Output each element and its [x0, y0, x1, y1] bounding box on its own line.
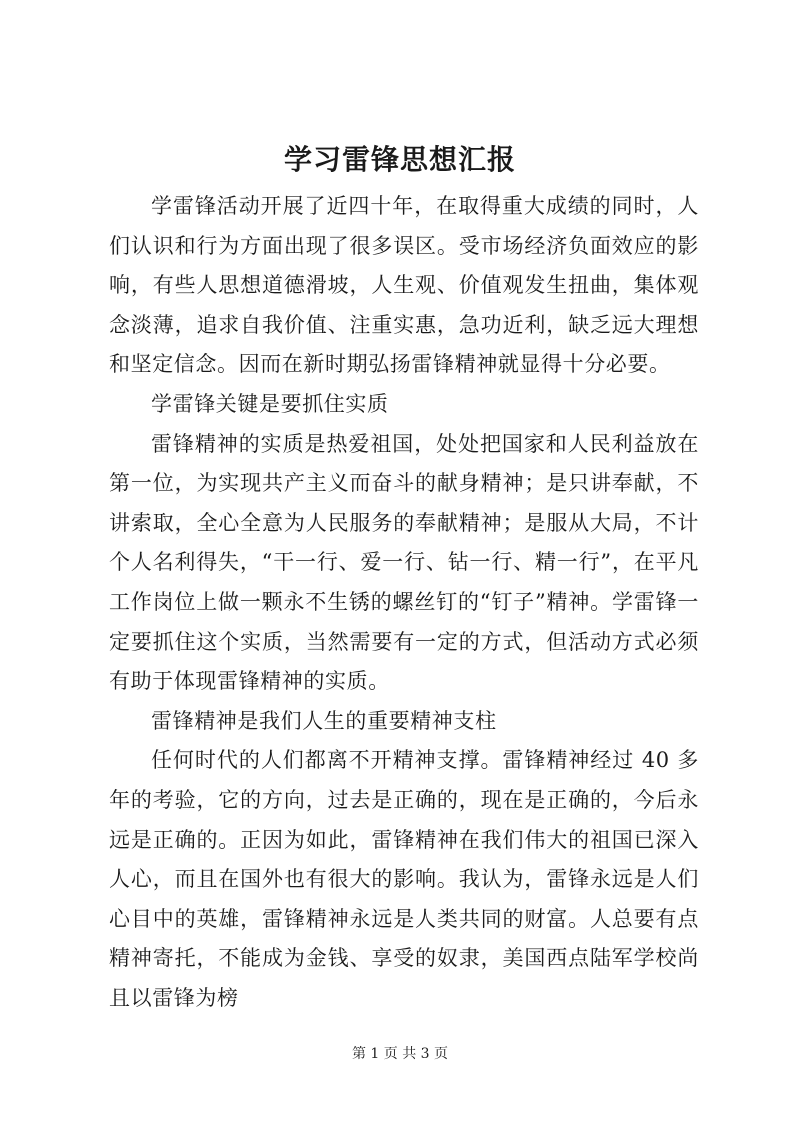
paragraph-pillar: 任何时代的人们都离不开精神支撑。雷锋精神经过 40 多年的考验，它的方向，过去是正确的，现在是正确的，今后永远是正确的。正因为如此，雷锋精神在我们伟大的祖国已深入人心，而且在国外也有很大的影响。我认为，雷锋永远是人们心目中的英雄，雷锋精神永远是人类共同的财富。人总要有点精神寄托，不能成为金钱、享受的奴隶，美国西点陆军学校尚且以雷锋为榜: [109, 748, 699, 1010]
section-heading-pillar: 雷锋精神是我们人生的重要精神支柱: [151, 708, 497, 733]
paragraph-intro: 学雷锋活动开展了近四十年，在取得重大成绩的同时，人们认识和行为方面出现了很多误区。受市场经济负面效应的影响，有些人思想道德滑坡，人生观、价值观发生扭曲，集体观念淡薄，追求自我价值、注重实惠，急功近利，缺乏远大理想和坚定信念。因而在新时期弘扬雷锋精神就显得十分必要。: [109, 194, 699, 377]
section-heading-essence: 学雷锋关键是要抓住实质: [151, 391, 389, 416]
page-footer: 第 1 页 共 3 页: [351, 1046, 449, 1062]
paragraph-essence: 雷锋精神的实质是热爱祖国，处处把国家和人民利益放在第一位，为实现共产主义而奋斗的献身精神；是只讲奉献，不讲索取，全心全意为人民服务的奉献精神；是服从大局，不计个人名利得失，“干一行、爱一行、钻一行、精一行”，在平凡工作岗位上做一颗永不生锈的螺丝钉的“钉子”精神。学雷锋一定要抓住这个实质，当然需要有一定的方式，但活动方式必须有助于体现雷锋精神的实质。: [109, 431, 699, 694]
document-title: 学习雷锋思想汇报: [283, 143, 516, 176]
document-body: [109, 187, 699, 1018]
